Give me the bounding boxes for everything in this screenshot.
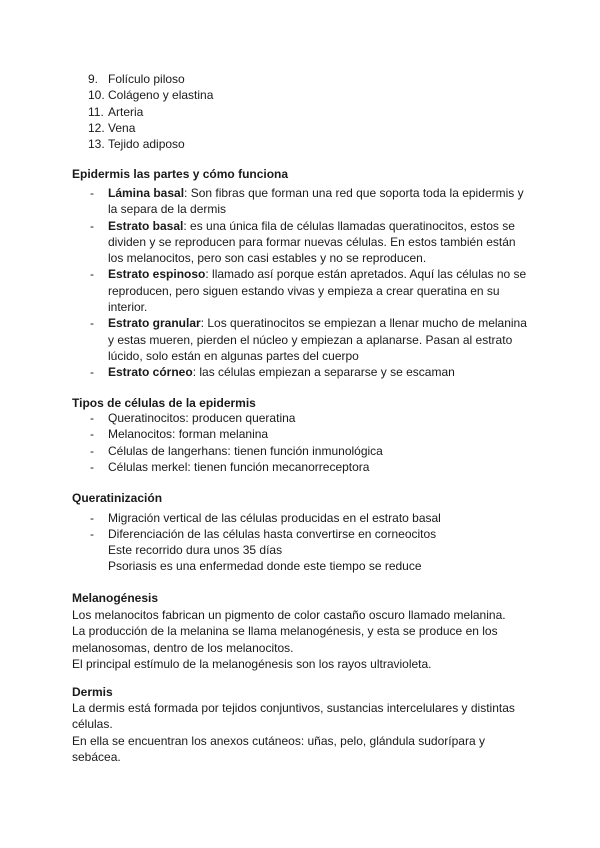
list-item: - Estrato espinoso: llamado así porque están apretados. Aquí las células no se reproducen, pero siguen estando vivas y empieza a crear queratina en su interior. — [90, 267, 527, 315]
list-item: - Estrato córneo: las células empiezan a separarse y se escaman — [90, 365, 455, 380]
numbered-list — [88, 71, 213, 152]
list-item: 12. Vena — [88, 120, 136, 135]
list-item: - Queratinocitos: producen queratina — [90, 411, 296, 425]
section-heading-epidermis: Epidermis las partes y cómo funciona — [72, 167, 289, 181]
dermis-text: La dermis está formada por tejidos conjuntivos, sustancias intercelulares y distintas células. En ella se encuentran los anexos cutáneos: uñas, pelo, glándula sudorípara y sebácea. — [72, 701, 515, 764]
list-item: - Diferenciación de las células hasta convertirse en corneocitos — [90, 527, 437, 542]
section-heading-melanogenesis: Melanogénesis — [72, 591, 159, 605]
list-item: - Estrato basal: es una única fila de células llamadas queratinocitos, estos se dividen y se reproducen para formar nuevas células. En estos también están los melanocitos, pero son casi estables y no se reproducen. — [90, 218, 516, 266]
list-item: 11. Arteria — [88, 104, 144, 119]
section-heading-queratinizacion: Queratinización — [72, 491, 163, 505]
list-item: 10. Colágeno y elastina — [88, 88, 214, 103]
queratinizacion-list — [90, 510, 530, 543]
list-item: - Células de langerhans: tienen función inmunológica — [90, 443, 383, 458]
list-item: - Estrato granular: Los queratinocitos se empiezan a llenar mucho de melanina y estas mueren, pierden el núcleo y empiezan a aplanarse. Pasan al estrato lúcido, solo están en algunas partes del cuerpo — [90, 316, 527, 363]
section-heading-dermis: Dermis — [72, 685, 113, 699]
queratinizacion-note-2: Psoriasis es una enfermedad donde este tiempo se reduce — [108, 559, 422, 573]
tipos-list — [90, 410, 530, 475]
section-heading-tipos: Tipos de células de la epidermis — [72, 396, 256, 410]
list-item: - Migración vertical de las células producidas en el estrato basal — [90, 511, 441, 525]
melanogenesis-text: Los melanocitos fabrican un pigmento de color castaño oscuro llamado melanina. La producción de la melanina se llama melanogénesis, y esta se produce en los melanosomas, dentro de los melanocitos. El principal estímulo de la melanogénesis son los rayos ultravioleta. — [72, 608, 506, 671]
list-item: 13. Tejido adiposo — [88, 137, 185, 152]
list-item: - Melanocitos: forman melanina — [90, 427, 269, 442]
list-item: 9. Folículo piloso — [88, 72, 185, 86]
epidermis-list — [90, 185, 530, 381]
list-item: - Células merkel: tienen función mecanorreceptora — [90, 459, 370, 474]
queratinizacion-note-1: Este recorrido dura unos 35 días — [108, 543, 283, 557]
list-item: - Lámina basal: Son fibras que forman una red que soporta toda la epidermis y la separa de la dermis — [90, 186, 524, 217]
